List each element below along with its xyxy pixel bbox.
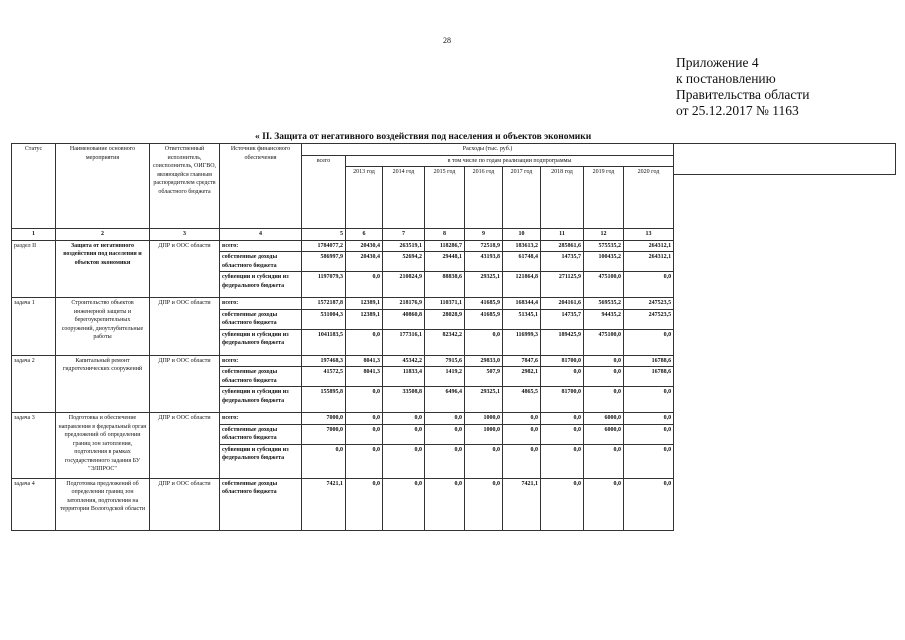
row-total-value: 1784077,2 xyxy=(302,240,346,252)
row-year-value: 0,0 xyxy=(584,367,624,387)
appendix-line-3: Правительства области xyxy=(676,87,810,102)
right-empty-region xyxy=(673,143,896,175)
row-year-value: 14735,7 xyxy=(541,252,584,272)
column-number: 3 xyxy=(150,229,220,241)
row-total-value: 1197079,3 xyxy=(302,272,346,298)
row-year-value: 43193,8 xyxy=(465,252,503,272)
row-name: Капитальный ремонт гидротехнических сооружений xyxy=(56,355,150,413)
row-year-value: 0,0 xyxy=(584,387,624,413)
row-year-value: 0,0 xyxy=(383,478,425,530)
column-number: 8 xyxy=(425,229,465,241)
row-year-value: 4865,5 xyxy=(503,387,541,413)
row-year-value: 0,0 xyxy=(624,478,674,530)
row-year-value: 0,0 xyxy=(624,272,674,298)
row-year-value: 1419,2 xyxy=(425,367,465,387)
row-year-value: 168344,4 xyxy=(503,298,541,310)
row-year-value: 0,0 xyxy=(383,424,425,444)
row-year-value: 0,0 xyxy=(383,444,425,478)
row-year-value: 0,0 xyxy=(346,478,383,530)
header-row xyxy=(12,144,674,156)
row-year-value: 569535,2 xyxy=(584,298,624,310)
row-year-value: 29833,0 xyxy=(465,355,503,367)
section-title: « II. Защита от негативного воздействия под населения и объектов экономики xyxy=(255,132,592,142)
column-number: 10 xyxy=(503,229,541,241)
header-year: 2014 год xyxy=(383,167,425,229)
row-source: собственные доходы областного бюджета xyxy=(220,252,302,272)
row-source: всего: xyxy=(220,240,302,252)
column-number: 12 xyxy=(584,229,624,241)
row-executor: ДПР и ООС области xyxy=(150,413,220,479)
row-year-value: 94435,2 xyxy=(584,309,624,329)
row-year-value: 0,0 xyxy=(465,478,503,530)
row-status: задача 2 xyxy=(12,355,56,413)
row-year-value: 41685,9 xyxy=(465,298,503,310)
row-year-value: 118286,7 xyxy=(425,240,465,252)
row-year-value: 0,0 xyxy=(346,413,383,425)
row-year-value: 0,0 xyxy=(584,355,624,367)
row-total-value: 155895,8 xyxy=(302,387,346,413)
row-year-value: 0,0 xyxy=(346,387,383,413)
row-year-value: 33508,8 xyxy=(383,387,425,413)
row-executor: ДПР и ООС области xyxy=(150,355,220,413)
row-year-value: 45342,2 xyxy=(383,355,425,367)
row-year-value: 0,0 xyxy=(503,444,541,478)
row-source: собственные доходы областного бюджета xyxy=(220,309,302,329)
header-year: 2017 год xyxy=(503,167,541,229)
row-total-value: 1572187,8 xyxy=(302,298,346,310)
row-year-value: 0,0 xyxy=(465,444,503,478)
row-status: задача 1 xyxy=(12,298,56,356)
row-year-value: 0,0 xyxy=(346,272,383,298)
table-row xyxy=(12,240,674,252)
row-year-value: 210824,9 xyxy=(383,272,425,298)
row-year-value: 264312,1 xyxy=(624,252,674,272)
row-year-value: 0,0 xyxy=(503,424,541,444)
row-year-value: 507,9 xyxy=(465,367,503,387)
row-total-value: 197468,3 xyxy=(302,355,346,367)
row-year-value: 0,0 xyxy=(346,329,383,355)
row-year-value: 0,0 xyxy=(465,329,503,355)
row-year-value: 8041,3 xyxy=(346,355,383,367)
row-executor: ДПР и ООС области xyxy=(150,240,220,298)
row-name: Защита от негативного воздействия под населения и объектов экономики xyxy=(56,240,150,298)
row-year-value: 177316,1 xyxy=(383,329,425,355)
row-status: раздел II xyxy=(12,240,56,298)
row-year-value: 0,0 xyxy=(425,413,465,425)
row-year-value: 6000,0 xyxy=(584,424,624,444)
row-year-value: 0,0 xyxy=(346,444,383,478)
column-number: 2 xyxy=(56,229,150,241)
row-year-value: 7915,6 xyxy=(425,355,465,367)
row-year-value: 88838,6 xyxy=(425,272,465,298)
appendix-line-4: от 25.12.2017 № 1163 xyxy=(676,103,799,118)
row-year-value: 16788,6 xyxy=(624,367,674,387)
row-total-value: 531004,3 xyxy=(302,309,346,329)
row-year-value: 0,0 xyxy=(624,424,674,444)
row-source: всего: xyxy=(220,413,302,425)
row-year-value: 475100,0 xyxy=(584,329,624,355)
row-year-value: 81700,0 xyxy=(541,387,584,413)
row-year-value: 20430,4 xyxy=(346,240,383,252)
row-year-value: 6496,4 xyxy=(425,387,465,413)
appendix-block xyxy=(676,55,809,119)
row-source: субвенции и субсидии из федерального бюджета xyxy=(220,444,302,478)
column-numbers-row xyxy=(12,229,674,241)
row-year-value: 0,0 xyxy=(541,413,584,425)
row-year-value: 264312,1 xyxy=(624,240,674,252)
column-number: 13 xyxy=(624,229,674,241)
column-number: 4 xyxy=(220,229,302,241)
row-year-value: 204161,6 xyxy=(541,298,584,310)
appendix-line-1: Приложение 4 xyxy=(676,55,759,70)
header-year: 2013 год xyxy=(346,167,383,229)
row-year-value: 121864,8 xyxy=(503,272,541,298)
row-total-value: 7421,1 xyxy=(302,478,346,530)
header-expenses: Расходы (тыс. руб.) xyxy=(302,144,674,156)
row-year-value: 0,0 xyxy=(541,478,584,530)
row-executor: ДПР и ООС области xyxy=(150,478,220,530)
row-year-value: 52694,2 xyxy=(383,252,425,272)
row-year-value: 14735,7 xyxy=(541,309,584,329)
row-year-value: 0,0 xyxy=(624,329,674,355)
row-year-value: 1000,0 xyxy=(465,413,503,425)
row-year-value: 285861,6 xyxy=(541,240,584,252)
row-year-value: 12389,1 xyxy=(346,298,383,310)
row-year-value: 2982,1 xyxy=(503,367,541,387)
row-total-value: 1041183,5 xyxy=(302,329,346,355)
row-source: субвенции и субсидии из федерального бюджета xyxy=(220,329,302,355)
row-name: Подготовка и обеспечение направления в федеральный орган предложений об определении границ зон затопления, подтопления в рамках государственного задания БУ "ЭЛПРОС" xyxy=(56,413,150,479)
row-source: субвенции и субсидии из федерального бюджета xyxy=(220,272,302,298)
row-year-value: 8041,3 xyxy=(346,367,383,387)
row-year-value: 0,0 xyxy=(541,444,584,478)
header-year: 2018 год xyxy=(541,167,584,229)
column-number: 11 xyxy=(541,229,584,241)
row-year-value: 0,0 xyxy=(425,444,465,478)
row-year-value: 82342,2 xyxy=(425,329,465,355)
column-number: 1 xyxy=(12,229,56,241)
row-year-value: 51345,1 xyxy=(503,309,541,329)
row-source: собственные доходы областного бюджета xyxy=(220,478,302,530)
row-year-value: 12389,1 xyxy=(346,309,383,329)
row-year-value: 0,0 xyxy=(584,478,624,530)
row-year-value: 0,0 xyxy=(541,367,584,387)
table-row xyxy=(12,413,674,425)
row-year-value: 189425,9 xyxy=(541,329,584,355)
row-year-value: 271125,9 xyxy=(541,272,584,298)
appendix-line-2: к постановлению xyxy=(676,71,776,86)
row-total-value: 7000,0 xyxy=(302,413,346,425)
row-total-value: 0,0 xyxy=(302,444,346,478)
row-year-value: 61748,4 xyxy=(503,252,541,272)
row-status: задача 4 xyxy=(12,478,56,530)
row-year-value: 0,0 xyxy=(425,478,465,530)
row-year-value: 29325,1 xyxy=(465,272,503,298)
header-year: 2020 год xyxy=(624,167,674,229)
column-number: 9 xyxy=(465,229,503,241)
row-year-value: 116999,3 xyxy=(503,329,541,355)
row-year-value: 7421,1 xyxy=(503,478,541,530)
row-year-value: 40860,8 xyxy=(383,309,425,329)
row-year-value: 0,0 xyxy=(624,387,674,413)
table-row xyxy=(12,298,674,310)
row-year-value: 0,0 xyxy=(584,444,624,478)
row-total-value: 7000,0 xyxy=(302,424,346,444)
row-year-value: 218176,9 xyxy=(383,298,425,310)
header-year: 2016 год xyxy=(465,167,503,229)
row-year-value: 0,0 xyxy=(624,413,674,425)
row-year-value: 183613,2 xyxy=(503,240,541,252)
header-year: 2019 год xyxy=(584,167,624,229)
header-executor: Ответственный исполнитель, соисполнитель, ОИГВО, являющейся главным распорядителем средств областного бюджета xyxy=(150,144,220,229)
row-source: всего: xyxy=(220,355,302,367)
column-number: 5 xyxy=(302,229,346,241)
header-year: 2015 год xyxy=(425,167,465,229)
row-year-value: 247523,5 xyxy=(624,309,674,329)
header-source: Источник финансового обеспечения xyxy=(220,144,302,229)
row-year-value: 0,0 xyxy=(503,413,541,425)
row-year-value: 11833,4 xyxy=(383,367,425,387)
row-year-value: 575535,2 xyxy=(584,240,624,252)
row-year-value: 100435,2 xyxy=(584,252,624,272)
row-year-value: 41685,9 xyxy=(465,309,503,329)
row-status: задача 3 xyxy=(12,413,56,479)
row-year-value: 247523,5 xyxy=(624,298,674,310)
header-name: Наименование основного мероприятия xyxy=(56,144,150,229)
header-status: Статус xyxy=(12,144,56,229)
row-source: собственные доходы областного бюджета xyxy=(220,424,302,444)
row-year-value: 0,0 xyxy=(383,413,425,425)
page-number: 28 xyxy=(443,36,451,45)
row-name: Подготовка предложений об определении границ зон затопления, подтопления на территории Вологодской области xyxy=(56,478,150,530)
row-year-value: 16788,6 xyxy=(624,355,674,367)
row-year-value: 7847,6 xyxy=(503,355,541,367)
row-year-value: 6000,0 xyxy=(584,413,624,425)
row-year-value: 0,0 xyxy=(541,424,584,444)
row-year-value: 72518,9 xyxy=(465,240,503,252)
row-name: Строительство объектов инженерной защиты и берегоукрепительных сооружений, диоутлубительные работы xyxy=(56,298,150,356)
header-total: всего xyxy=(302,155,346,229)
row-year-value: 0,0 xyxy=(624,444,674,478)
table-row xyxy=(12,355,674,367)
row-source: субвенции и субсидии из федерального бюджета xyxy=(220,387,302,413)
row-year-value: 1000,0 xyxy=(465,424,503,444)
column-number: 7 xyxy=(383,229,425,241)
header-by-years: в том числе по годам реализации подпрограммы xyxy=(346,155,674,167)
row-year-value: 263519,1 xyxy=(383,240,425,252)
row-year-value: 20430,4 xyxy=(346,252,383,272)
row-year-value: 475100,0 xyxy=(584,272,624,298)
row-year-value: 110371,1 xyxy=(425,298,465,310)
row-source: собственные доходы областного бюджета xyxy=(220,367,302,387)
row-year-value: 28028,9 xyxy=(425,309,465,329)
row-executor: ДПР и ООС области xyxy=(150,298,220,356)
expenses-table xyxy=(11,143,674,531)
row-year-value: 29448,1 xyxy=(425,252,465,272)
row-year-value: 0,0 xyxy=(346,424,383,444)
row-year-value: 29325,1 xyxy=(465,387,503,413)
table-row xyxy=(12,478,674,530)
row-year-value: 0,0 xyxy=(425,424,465,444)
row-total-value: 41572,5 xyxy=(302,367,346,387)
column-number: 6 xyxy=(346,229,383,241)
row-source: всего: xyxy=(220,298,302,310)
row-total-value: 586997,9 xyxy=(302,252,346,272)
row-year-value: 81700,0 xyxy=(541,355,584,367)
